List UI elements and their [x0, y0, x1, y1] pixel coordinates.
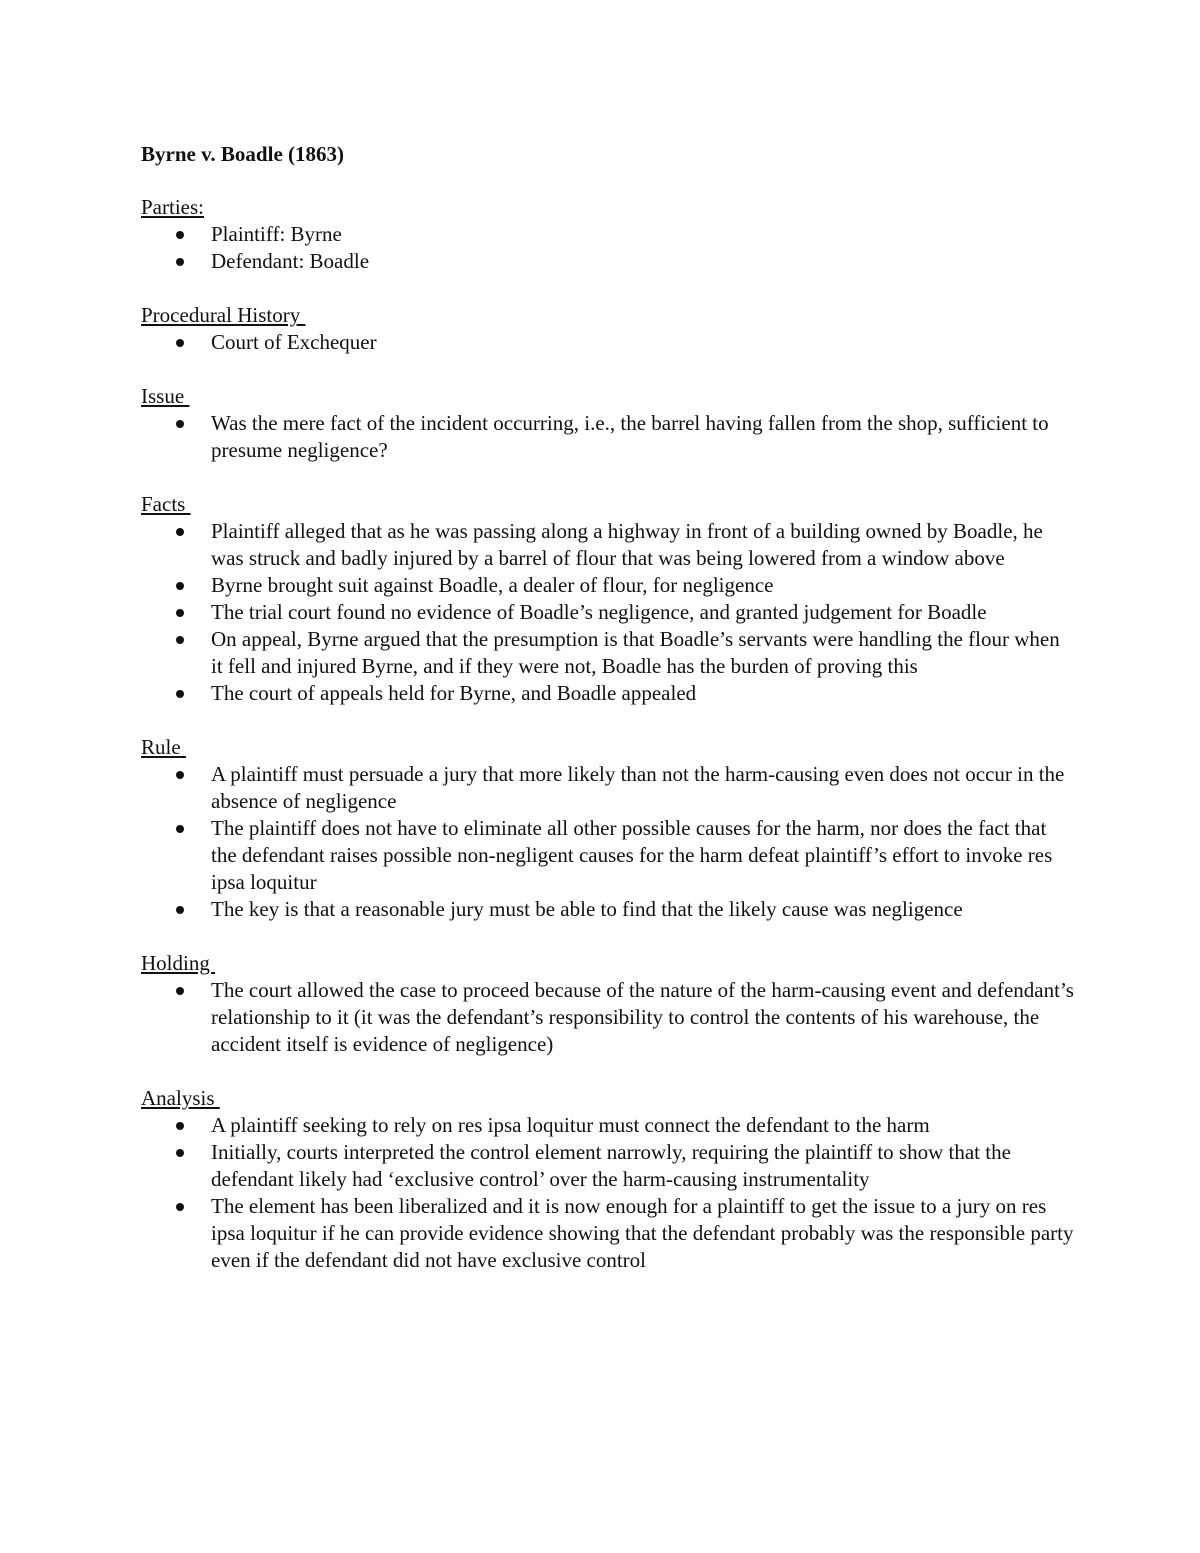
bullet-list-parties	[141, 221, 1076, 275]
list-item-text: The trial court found no evidence of Boadle’s negligence, and granted judgement for Boadle	[211, 600, 987, 624]
list-item-text: The court of appeals held for Byrne, and Boadle appealed	[211, 681, 697, 705]
bullet-icon	[176, 636, 184, 644]
bullet-icon	[176, 258, 184, 266]
list-item	[141, 761, 1076, 815]
list-item-text: The key is that a reasonable jury must be able to find that the likely cause was negligence	[211, 897, 963, 921]
section-heading-procedural-history: Procedural History	[141, 303, 306, 327]
bullet-list-analysis	[141, 1112, 1076, 1274]
bullet-icon	[176, 906, 184, 914]
bullet-icon	[176, 231, 184, 239]
list-item-text: The element has been liberalized and it is now enough for a plaintiff to get the issue to a jury on res ipsa loquitur if he can provide evidence showing that the defendant probably was the responsible party even if the defendant did not have exclusive control	[211, 1194, 1074, 1272]
list-item	[141, 1139, 1076, 1193]
section-heading-facts: Facts	[141, 492, 191, 516]
list-item	[141, 410, 1076, 464]
bullet-icon	[176, 1122, 184, 1130]
section-rule	[141, 734, 1076, 923]
list-item	[141, 815, 1076, 896]
bullet-list-procedural-history	[141, 329, 1076, 356]
list-item-text: Plaintiff: Byrne	[211, 222, 342, 246]
bullet-icon	[176, 987, 184, 995]
list-item	[141, 977, 1076, 1058]
bullet-icon	[176, 825, 184, 833]
section-heading-analysis: Analysis	[141, 1086, 220, 1110]
bullet-icon	[176, 771, 184, 779]
bullet-icon	[176, 690, 184, 698]
list-item	[141, 1193, 1076, 1274]
list-item-text: Defendant: Boadle	[211, 249, 370, 273]
list-item-text: Initially, courts interpreted the control element narrowly, requiring the plaintiff to show that the defendant likely had ‘exclusive control’ over the harm-causing instrumentality	[211, 1140, 1011, 1191]
section-issue	[141, 383, 1076, 464]
list-item	[141, 680, 1076, 707]
section-facts	[141, 491, 1076, 707]
list-item	[141, 1112, 1076, 1139]
list-item	[141, 599, 1076, 626]
section-heading-holding: Holding	[141, 951, 216, 975]
list-item	[141, 572, 1076, 599]
section-holding	[141, 950, 1076, 1058]
list-item	[141, 221, 1076, 248]
bullet-icon	[176, 1203, 184, 1211]
bullet-icon	[176, 420, 184, 428]
section-heading-rule: Rule	[141, 735, 186, 759]
list-item-text: A plaintiff seeking to rely on res ipsa loquitur must connect the defendant to the harm	[211, 1113, 930, 1137]
list-item-text: Was the mere fact of the incident occurring, i.e., the barrel having fallen from the shop, sufficient to presume negligence?	[211, 411, 1049, 462]
section-analysis	[141, 1085, 1076, 1274]
bullet-list-rule	[141, 761, 1076, 923]
list-item-text: Court of Exchequer	[211, 330, 377, 354]
list-item	[141, 896, 1076, 923]
list-item-text: The court allowed the case to proceed because of the nature of the harm-causing event and defendant’s relationship to it (it was the defendant’s responsibility to control the contents of his warehouse, the accident itself is evidence of negligence)	[211, 978, 1074, 1056]
list-item-text: The plaintiff does not have to eliminate all other possible causes for the harm, nor does the fact that the defendant raises possible non-negligent causes for the harm defeat plaintiff’s effort to invoke res ipsa loquitur	[211, 816, 1053, 894]
section-procedural-history	[141, 302, 1076, 356]
list-item-text: On appeal, Byrne argued that the presumption is that Boadle’s servants were handling the flour when it fell and injured Byrne, and if they were not, Boadle has the burden of proving this	[211, 627, 1060, 678]
bullet-icon	[176, 528, 184, 536]
list-item	[141, 626, 1076, 680]
section-heading-issue: Issue	[141, 384, 190, 408]
list-item	[141, 248, 1076, 275]
case-title: Byrne v. Boadle (1863)	[141, 142, 344, 166]
bullet-icon	[176, 582, 184, 590]
list-item-text: Byrne brought suit against Boadle, a dealer of flour, for negligence	[211, 573, 774, 597]
list-item	[141, 518, 1076, 572]
bullet-icon	[176, 1149, 184, 1157]
list-item	[141, 329, 1076, 356]
section-heading-parties: Parties:	[141, 195, 204, 219]
bullet-list-holding	[141, 977, 1076, 1058]
section-parties	[141, 194, 1076, 275]
list-item-text: A plaintiff must persuade a jury that more likely than not the harm-causing even does not occur in the absence of negligence	[211, 762, 1065, 813]
document-page	[141, 140, 1076, 1301]
list-item-text: Plaintiff alleged that as he was passing along a highway in front of a building owned by Boadle, he was struck and badly injured by a barrel of flour that was being lowered from a window above	[211, 519, 1043, 570]
bullet-list-issue	[141, 410, 1076, 464]
bullet-icon	[176, 339, 184, 347]
bullet-icon	[176, 609, 184, 617]
bullet-list-facts	[141, 518, 1076, 707]
